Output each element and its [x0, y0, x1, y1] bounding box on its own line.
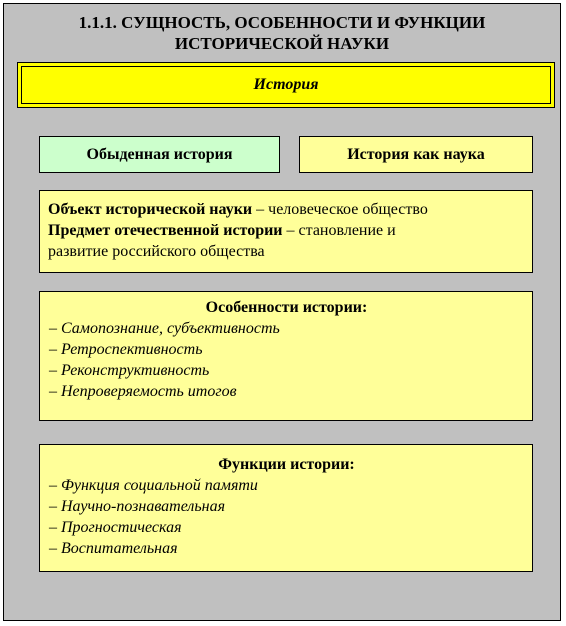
- object-definition: – человеческое общество: [252, 201, 428, 218]
- features-item: – Самопознание, субъективность: [49, 320, 280, 337]
- features-item: – Реконструктивность: [49, 362, 210, 379]
- page-title: [4, 12, 560, 54]
- title-line-2: ИСТОРИЧЕСКОЙ НАУКИ: [174, 34, 390, 53]
- functions-item: – Прогностическая: [49, 519, 182, 536]
- functions-item: – Функция социальной памяти: [49, 477, 258, 494]
- title-line-1: 1.1.1. СУЩНОСТЬ, ОСОБЕННОСТИ И ФУНКЦИИ: [78, 13, 486, 32]
- object-term: Объект исторической науки: [48, 201, 253, 218]
- object-line: [48, 199, 524, 220]
- history-label: История: [21, 66, 551, 104]
- history-box: [17, 62, 555, 108]
- subject-line-2: развитие российского общества: [48, 243, 265, 260]
- functions-box: [39, 444, 533, 572]
- functions-item: – Научно-познавательная: [49, 498, 226, 515]
- history-as-science-box: История как наука: [299, 136, 533, 173]
- features-heading: Особенности истории:: [205, 299, 368, 316]
- everyday-history-box: Обыденная история: [39, 136, 280, 173]
- functions-heading: Функции истории:: [218, 456, 355, 473]
- subject-term: Предмет отечественной истории: [48, 222, 283, 239]
- functions-item: – Воспитательная: [49, 540, 178, 557]
- features-box: [39, 291, 533, 421]
- subject-line: [48, 220, 524, 241]
- object-subject-box: [39, 190, 533, 273]
- features-item: – Непроверяемость итогов: [49, 383, 237, 400]
- features-item: – Ретроспективность: [49, 341, 203, 358]
- subject-definition: – становление и: [282, 222, 396, 239]
- diagram-frame: [3, 3, 561, 621]
